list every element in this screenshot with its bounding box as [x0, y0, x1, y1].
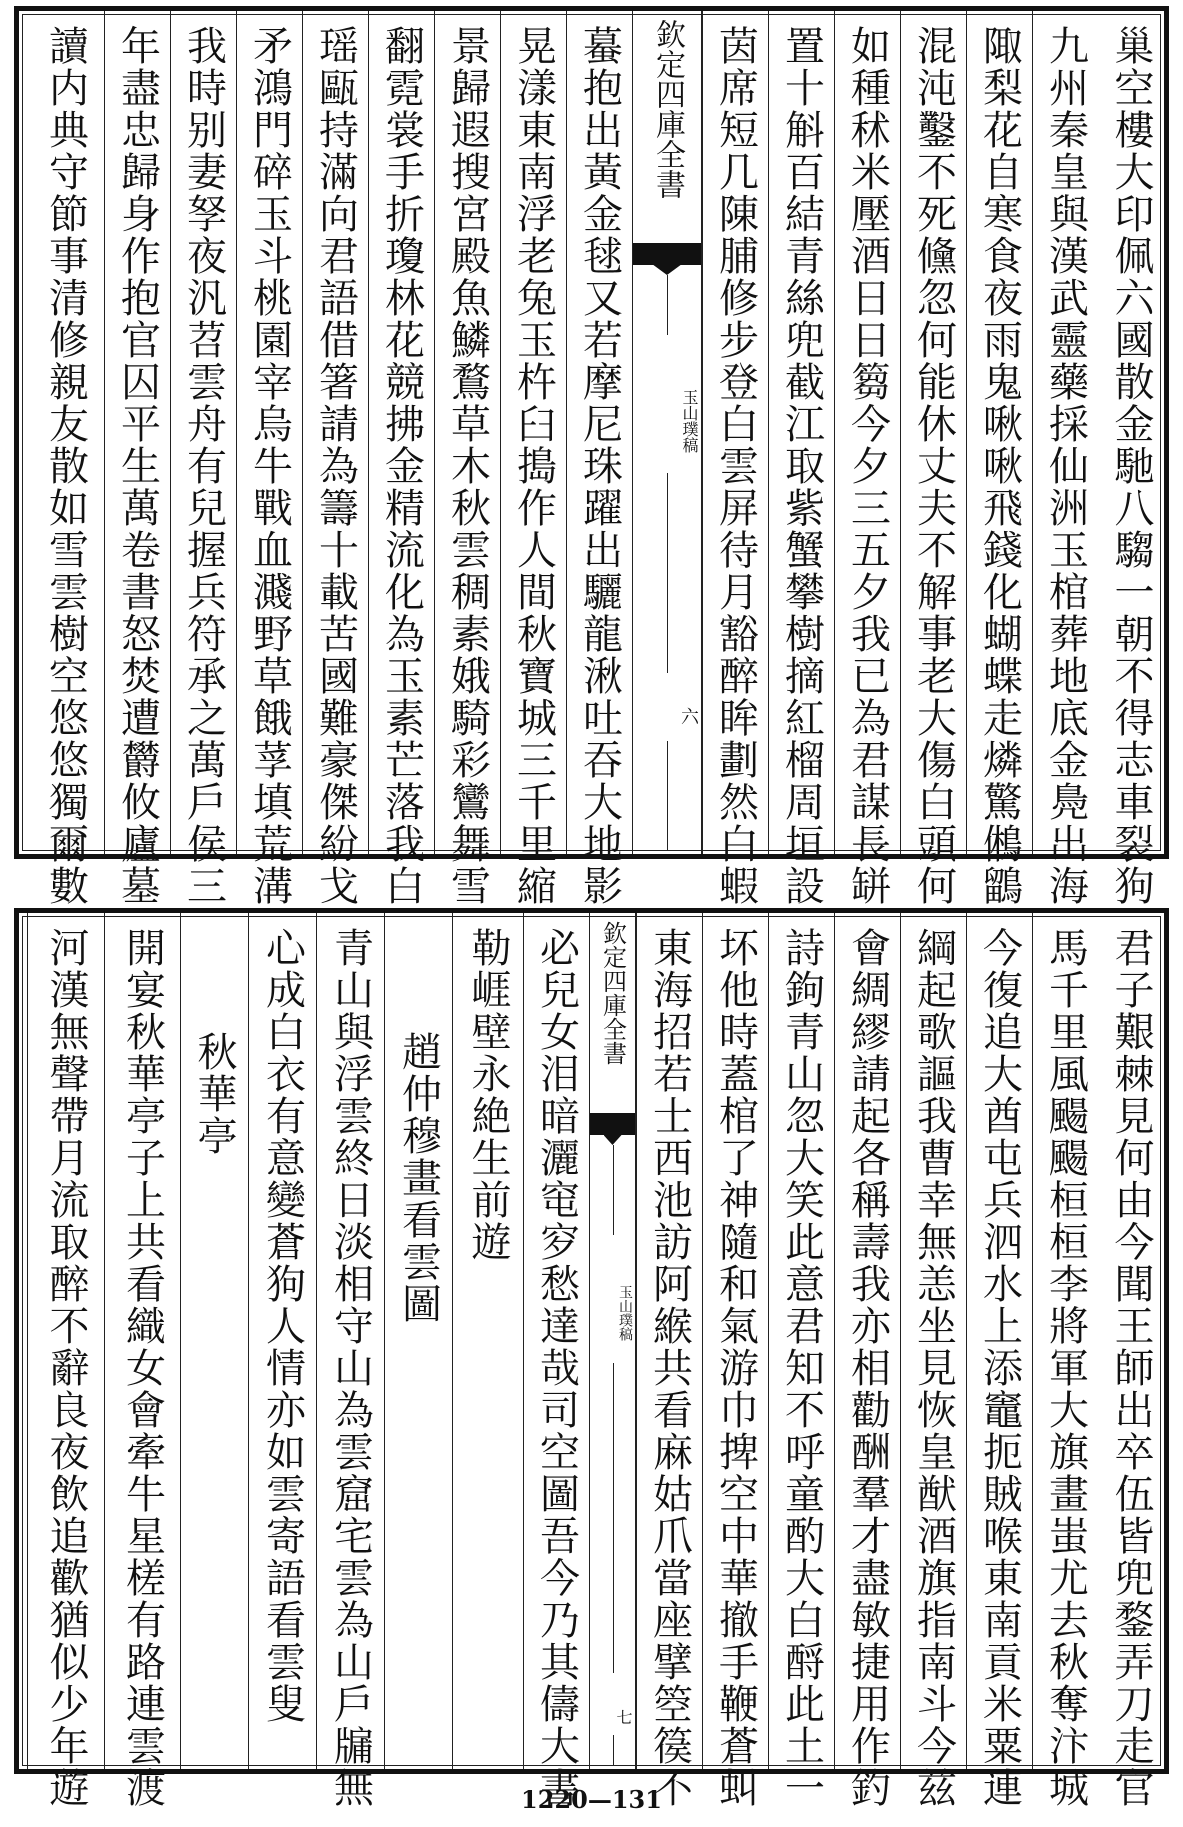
text-columns-top: [19, 11, 1164, 907]
column-text: 茵席短几陳脯修步登白雲屏待月豁醉眸劃然白蝦: [712, 25, 759, 907]
text-column: [384, 913, 452, 1769]
spine-folio: 六: [678, 707, 699, 725]
text-column: [702, 913, 768, 1809]
text-column: [434, 11, 500, 907]
text-column: [1032, 913, 1098, 1809]
poem-title: 趙仲穆畫看雲圖: [395, 1031, 442, 1325]
text-column: [170, 11, 236, 907]
column-text: 瑶甌持滿向君語借箸請為籌十載苦國難豪傑紛戈: [312, 25, 359, 907]
text-column: [27, 11, 104, 907]
text-column: [768, 11, 834, 907]
text-column: [104, 913, 180, 1809]
spine-rule: [667, 473, 668, 673]
column-text: 詩鉤青山忽大笑此意君知不呼童酌大白酹此土一: [778, 927, 825, 1809]
spine-rule: [667, 275, 668, 335]
text-column: [702, 11, 768, 907]
spine-title: 欽定四庫全書: [650, 19, 685, 199]
column-text: 讀内典守節事清修親友散如雪雲樹空悠悠獨爾數: [42, 25, 89, 907]
fish-tail-mark-icon: [590, 1113, 635, 1135]
column-text: 君子艱棘見何由今聞王師出卒伍皆兜鍪弄刀走官: [1108, 927, 1154, 1809]
column-text: 勒崕壁永絶生前遊: [465, 927, 511, 1263]
page-number: 1220—131: [521, 1785, 662, 1814]
column-text: 陬梨花自寒食夜雨鬼啾啾飛錢化蝴蝶走燐驚鵂鶹: [976, 25, 1023, 907]
spine-folio: 七: [614, 1709, 633, 1725]
spine-title: 欽定四庫全書: [598, 921, 627, 1065]
spine-subtitle: 玉山璞稿: [617, 1285, 633, 1341]
column-text: 開宴秋華亭子上共看織女會牽牛星槎有路連雲渡: [119, 927, 166, 1809]
spine-rule: [613, 1363, 614, 1673]
text-column: [1032, 11, 1098, 907]
column-text: 矛鴻門碎玉斗桃園宰烏牛戰血濺野草餓莩填荒溝: [246, 25, 293, 907]
column-text: 如種秫米壓酒日日篘今夕三五夕我已為君謀長缾: [844, 25, 891, 907]
column-text: 置十斛百結青絲兜截江取紫蟹攀樹摘紅榴周垣設: [778, 25, 825, 907]
text-column: [236, 11, 302, 907]
column-text: 綱起歌謳我曹幸無恙坐見恢皇猷酒旗指南斗今兹: [910, 927, 957, 1809]
column-text: 混沌鑿不死儵忽何能休丈夫不解事老大傷白頭何: [910, 25, 957, 907]
text-column: [180, 913, 248, 1769]
text-column: [636, 913, 702, 1809]
column-text: 河漢無聲帶月流取醉不辭良夜飲追歡猶似少年遊: [43, 927, 89, 1809]
spine-center-column: [632, 11, 702, 854]
text-column: [248, 913, 316, 1769]
column-text: 會綢繆請起各稱壽我亦相勸酬羣才盡敏捷用作釣: [844, 927, 891, 1809]
poem-title: 秋華亭: [191, 1031, 237, 1157]
column-text: 青山與浮雲終日淡相守山為雲窟宅雲為山戶牖無: [327, 927, 374, 1809]
text-column: [566, 11, 632, 907]
spine-rule: [613, 1735, 614, 1765]
column-text: 巢空樓大印佩六國散金馳八騶一朝不得志車裂狗: [1108, 25, 1154, 907]
column-text: 東海招若士西池訪阿緱共看麻姑爪當座擘箜篌不: [646, 927, 693, 1809]
text-column: [523, 913, 589, 1809]
column-text: 翻霓裳手折瓊林花競拂金精流化為玉素芒落我白: [378, 25, 425, 907]
text-column: [966, 913, 1032, 1809]
column-text: 心成白衣有意變蒼狗人情亦如雲寄語看雲叟: [259, 927, 306, 1725]
text-column: [302, 11, 368, 907]
text-column: [27, 913, 104, 1809]
column-text: 晃漾東南浮老兔玉杵臼搗作人間秋寶城三千里縮: [510, 25, 557, 907]
text-column: [834, 11, 900, 907]
text-column: [1098, 913, 1164, 1809]
text-column: [452, 913, 523, 1769]
spine-center-column: [589, 913, 636, 1769]
text-column: [368, 11, 434, 907]
spine-rule: [613, 1145, 614, 1235]
fish-tail-mark-icon: [633, 243, 701, 265]
column-text: 我時别妻孥夜汎苕雲舟有兒握兵符承之萬戶侯三: [180, 25, 227, 907]
column-text: 坏他時蓋棺了神隨和氣游巾捭空中華撤手鞭蒼虯: [712, 927, 759, 1809]
text-column: [768, 913, 834, 1809]
text-column: [1098, 11, 1164, 907]
spine-rule: [667, 741, 668, 851]
text-column: [316, 913, 384, 1809]
text-column: [966, 11, 1032, 907]
spine-subtitle: 玉山璞稿: [680, 389, 699, 453]
text-column: [900, 11, 966, 907]
text-column: [104, 11, 170, 907]
text-column: [900, 913, 966, 1809]
column-text: 必兒女泪暗灑窀穸愁達哉司空圖吾今乃其儔大書: [533, 927, 580, 1809]
column-text: 今復追大酋屯兵泗水上添竈扼賊喉東南貢米粟連: [976, 927, 1023, 1809]
page-top-folio: [14, 6, 1169, 907]
column-text: 馬千里風颺颺桓桓李將軍大旗畫蚩尤去秋奪汴城: [1042, 927, 1089, 1809]
text-column: [500, 11, 566, 907]
text-column: [834, 913, 900, 1809]
column-text: 蟇抱出黃金毬又若摩尼珠躍出驪龍湫吐吞大地影: [576, 25, 623, 907]
column-text: 年盡忠歸身作抱官囚平生萬卷書怒焚遭欝攸廬墓: [114, 25, 161, 907]
column-text: 景歸遐搜宮殿魚鱗鶩草木秋雲稠素娥騎彩鸞舞雪: [444, 25, 491, 907]
column-text: 九州秦皇與漢武靈藥採仙洲玉棺葬地底金鳧出海: [1042, 25, 1089, 907]
